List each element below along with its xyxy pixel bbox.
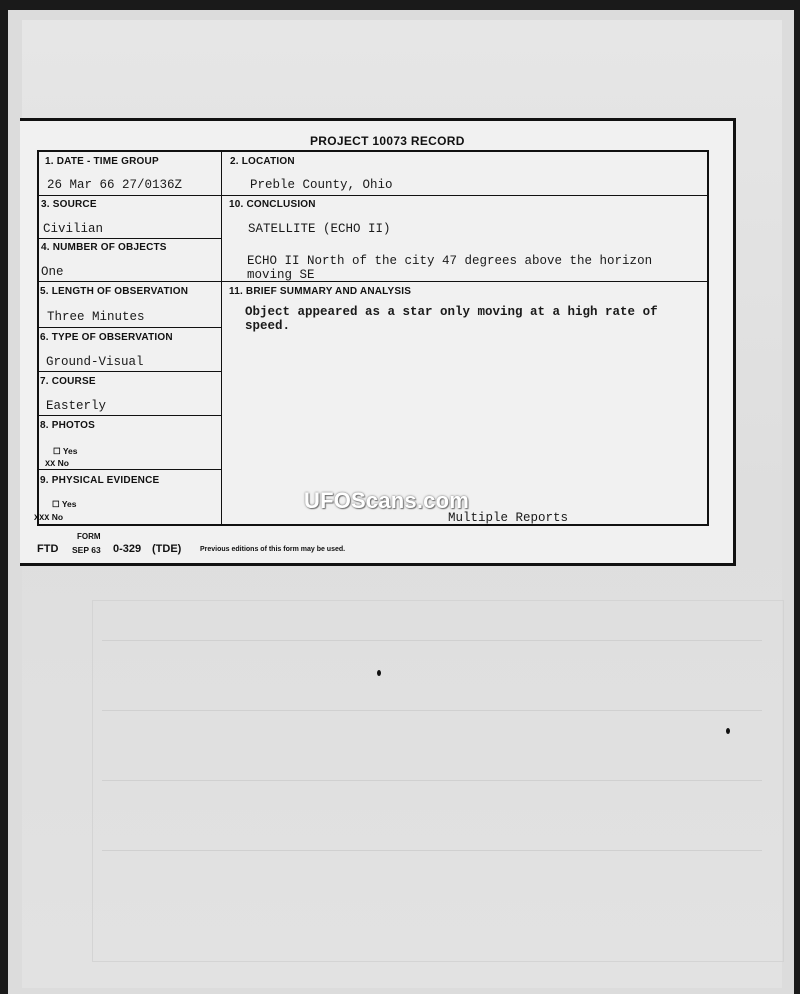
conclusion-detail-line-1: ECHO II North of the city 47 degrees above the horizon	[247, 254, 653, 268]
photos-yes-label: Yes	[62, 446, 78, 456]
evidence-yes-label: Yes	[61, 499, 77, 509]
form-number: 0-329	[113, 543, 142, 555]
form-code: FTD	[37, 543, 59, 555]
evidence-checkmark: XXX	[34, 513, 50, 523]
photos-label: 8. PHOTOS	[40, 420, 95, 431]
date-time-label: 1. DATE - TIME GROUP	[45, 156, 159, 167]
summary-line-2: speed.	[245, 319, 291, 333]
course-value: Easterly	[46, 399, 107, 413]
location-label: 2. LOCATION	[230, 156, 295, 167]
summary-line-1: Object appeared as a star only moving at a high rate of	[245, 305, 658, 319]
form-footnote: Previous editions of this form may be used.	[200, 546, 346, 553]
summary-label: 11. BRIEF SUMMARY AND ANALYSIS	[229, 286, 412, 297]
bleed-line	[102, 640, 762, 641]
watermark-logo: UFOScans.com	[304, 488, 470, 513]
evidence-no-checkbox	[34, 512, 63, 523]
dust-speck	[377, 670, 381, 676]
evidence-no-label: No	[51, 512, 64, 522]
photos-no-label: No	[57, 458, 69, 468]
type-observation-label: 6. TYPE OF OBSERVATION	[40, 332, 173, 343]
length-value: Three Minutes	[47, 310, 145, 324]
conclusion-detail-line-2: moving SE	[247, 268, 315, 282]
length-label: 5. LENGTH OF OBSERVATION	[40, 286, 189, 297]
form-tde: (TDE)	[152, 543, 182, 555]
photos-no-checkbox	[45, 458, 69, 469]
photos-checkmark: XX	[45, 459, 56, 469]
bleed-line	[102, 780, 762, 781]
course-label: 7. COURSE	[40, 376, 96, 387]
date-time-value: 26 Mar 66 27/0136Z	[47, 178, 183, 192]
type-observation-value: Ground-Visual	[46, 355, 144, 369]
number-objects-label: 4. NUMBER OF OBJECTS	[41, 242, 167, 253]
summary-note: Multiple Reports	[448, 511, 569, 525]
physical-evidence-label: 9. PHYSICAL EVIDENCE	[40, 475, 160, 486]
bleed-line	[102, 850, 762, 851]
number-objects-value: One	[41, 265, 64, 279]
form-word: FORM	[77, 532, 101, 541]
location-value: Preble County, Ohio	[250, 178, 393, 192]
bleed-line	[102, 710, 762, 711]
source-value: Civilian	[43, 222, 104, 236]
form-date: SEP 63	[72, 545, 101, 555]
evidence-yes-checkbox: ☐ Yes	[52, 499, 77, 509]
conclusion-value: SATELLITE (ECHO II)	[248, 222, 391, 236]
photos-yes-checkbox: ☐ Yes	[53, 446, 78, 456]
source-label: 3. SOURCE	[41, 199, 97, 210]
dust-speck	[726, 728, 730, 734]
form-title: PROJECT 10073 RECORD	[310, 134, 465, 148]
bleed-through-form	[92, 600, 784, 962]
conclusion-label: 10. CONCLUSION	[229, 199, 316, 210]
